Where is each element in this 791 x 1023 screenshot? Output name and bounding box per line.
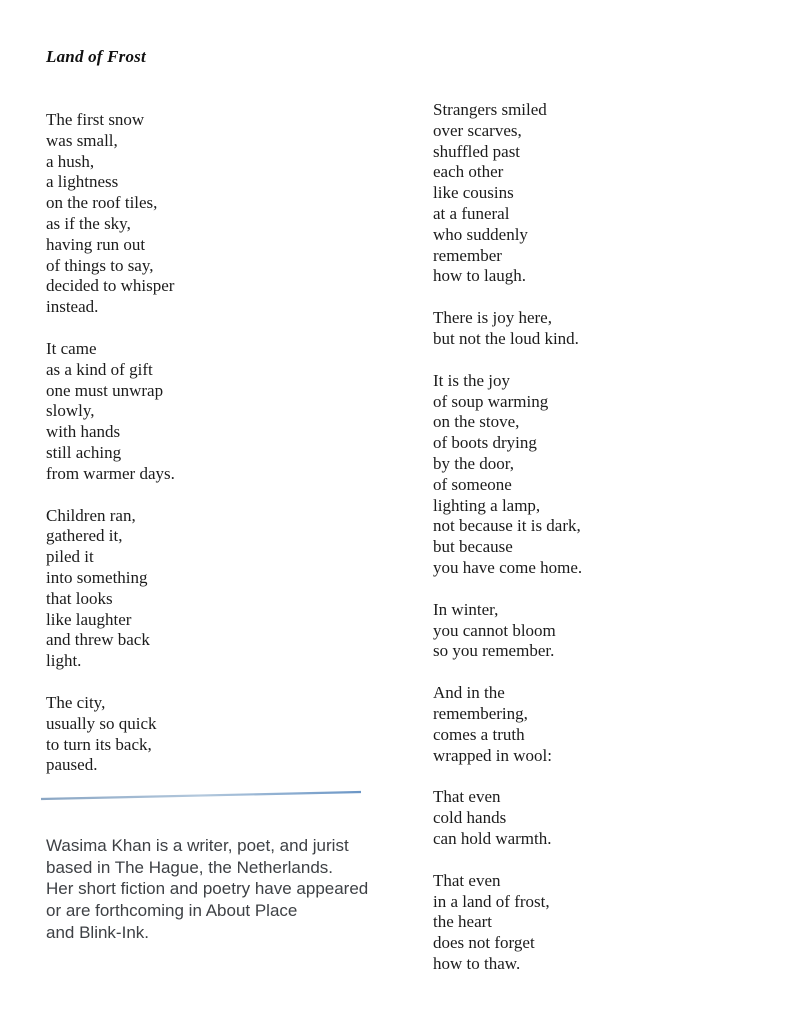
- poem-line: There is joy here,: [433, 308, 552, 328]
- poem-line: of someone: [433, 474, 512, 494]
- poem-line: It is the joy: [433, 370, 510, 390]
- bio-line: and Blink-Ink.: [46, 922, 149, 942]
- bio-line: or are forthcoming in About Place: [46, 901, 298, 921]
- poem-line: in a land of frost,: [433, 891, 550, 911]
- poem-line: remembering,: [433, 703, 528, 723]
- poem-line: one must unwrap: [46, 380, 164, 400]
- stanza: [433, 308, 763, 350]
- poem-line: of boots drying: [433, 433, 537, 453]
- poem-line: instead.: [46, 297, 99, 317]
- poem-line: Strangers smiled: [433, 100, 547, 119]
- poem-line: like cousins: [433, 183, 514, 203]
- stanza: [46, 110, 396, 318]
- poem-line: who suddenly: [433, 224, 528, 244]
- stanza: [433, 871, 763, 975]
- poem-line: you cannot bloom: [433, 620, 556, 640]
- poem-line: paused.: [46, 755, 98, 775]
- poem-line: still aching: [46, 442, 122, 462]
- poem-line: The first snow: [46, 110, 145, 129]
- poem-title: Land of Frost: [46, 47, 146, 66]
- section-divider: [40, 789, 362, 801]
- stanza: [46, 693, 396, 776]
- poem-line: usually so quick: [46, 713, 157, 733]
- poem-line: of things to say,: [46, 255, 154, 275]
- stanza: [46, 506, 396, 672]
- poem-line: can hold warmth.: [433, 828, 552, 848]
- poem-line: you have come home.: [433, 557, 583, 577]
- poem-line: having run out: [46, 234, 146, 254]
- poem-line: remember: [433, 245, 502, 265]
- poem-line: comes a truth: [433, 724, 525, 744]
- bio-line: Her short fiction and poetry have appeared: [46, 879, 369, 899]
- poem-line: of soup warming: [433, 391, 549, 411]
- poem-line: as if the sky,: [46, 213, 131, 233]
- poem-line: wrapped in wool:: [433, 745, 552, 765]
- bio-line: Wasima Khan is a writer, poet, and jurist: [46, 836, 349, 855]
- poem-line: lighting a lamp,: [433, 495, 541, 515]
- poem-line: like laughter: [46, 609, 132, 629]
- poem-line: It came: [46, 338, 97, 358]
- poem-line: how to laugh.: [433, 266, 527, 286]
- poem-line: And in the: [433, 683, 505, 703]
- poem-line: and threw back: [46, 630, 150, 650]
- poem-line: That even: [433, 787, 501, 807]
- poem-line: on the stove,: [433, 412, 520, 432]
- poem-line: In winter,: [433, 599, 499, 619]
- poem-line: how to thaw.: [433, 953, 521, 973]
- poem-line: decided to whisper: [46, 276, 175, 296]
- poem-line: each other: [433, 162, 504, 182]
- stanza: [433, 787, 763, 849]
- poem-line: at a funeral: [433, 203, 510, 223]
- poem-line: with hands: [46, 422, 121, 442]
- poem-line: a hush,: [46, 151, 95, 171]
- poem-line: was small,: [46, 130, 118, 150]
- poem-line: as a kind of gift: [46, 359, 153, 379]
- poem-left-column: [46, 110, 396, 797]
- poem-line: shuffled past: [433, 141, 521, 161]
- poem-line: from warmer days.: [46, 463, 175, 483]
- poem-line: gathered it,: [46, 526, 123, 546]
- author-bio: [46, 835, 368, 943]
- poem-line: into something: [46, 567, 148, 587]
- stanza: [433, 600, 763, 662]
- poem-line: to turn its back,: [46, 734, 152, 754]
- poem-line: Children ran,: [46, 505, 136, 525]
- bio-line: based in The Hague, the Netherlands.: [46, 857, 333, 877]
- poem-line: does not forget: [433, 933, 535, 953]
- poem-line: piled it: [46, 547, 94, 567]
- poem-line: that looks: [46, 588, 113, 608]
- poem-line: not because it is dark,: [433, 516, 581, 536]
- poem-line: so you remember.: [433, 641, 555, 661]
- poem-line: the heart: [433, 912, 492, 932]
- poem-line: over scarves,: [433, 120, 522, 140]
- poem-line: cold hands: [433, 808, 507, 828]
- poem-line: by the door,: [433, 453, 514, 473]
- stanza: [46, 339, 396, 485]
- poem-right-column: [433, 100, 763, 996]
- poem-line: a lightness: [46, 172, 119, 192]
- poem-line: The city,: [46, 692, 106, 712]
- poem-line: but not the loud kind.: [433, 328, 579, 348]
- poem-line: on the roof tiles,: [46, 193, 158, 213]
- poem-line: slowly,: [46, 401, 95, 421]
- stanza: [433, 371, 763, 579]
- poem-line: That even: [433, 870, 501, 890]
- poem-line: but because: [433, 537, 513, 557]
- stanza: [433, 683, 763, 766]
- poem-line: light.: [46, 651, 82, 671]
- stanza: [433, 100, 763, 287]
